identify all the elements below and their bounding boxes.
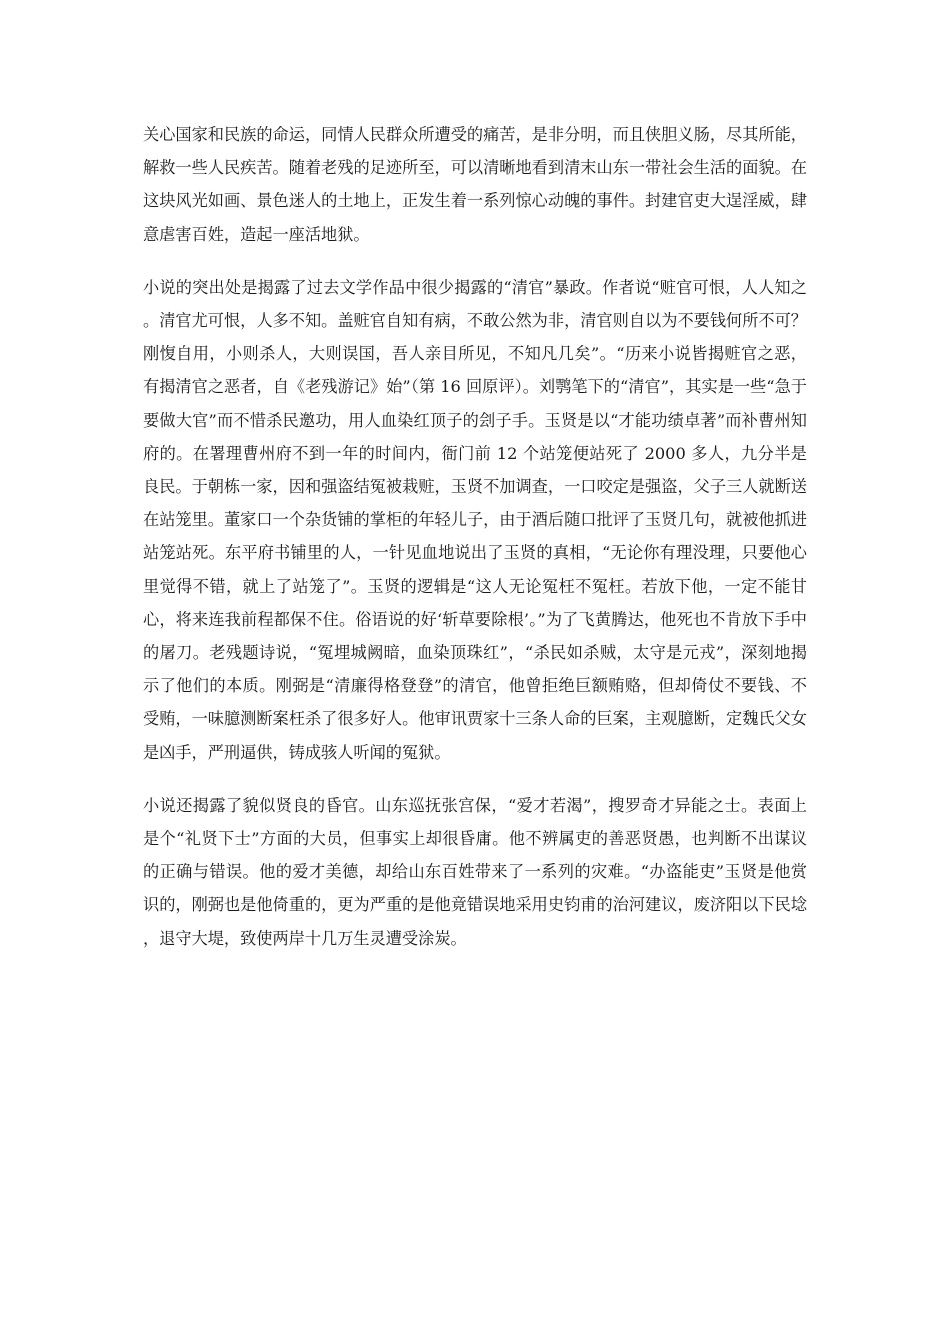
paragraph-3: 小说还揭露了貌似贤良的昏官。山东巡抚张宫保，“爱才若渴”，搜罗奇才异能之士。表面上是个“礼贤下士”方面的大员，但事实上却很昏庸。他不辨属吏的善恶贤愚，也判断不出谋议的正确与错误。他的爱才美德，却给山东百姓带来了一系列的灾难。“办盗能吏”玉贤是他赏识的，刚弼也是他倚重的，更为严重的是他竟错误地采用史钧甫的治河建议，废济阳以下民埝，退守大堤，致使两岸十几万生灵遭受涂炭。	[143, 795, 807, 948]
document-body	[143, 118, 807, 975]
paragraph-1: 关心国家和民族的命运，同情人民群众所遭受的痛苦，是非分明，而且侠胆义肠，尽其所能，解救一些人民疾苦。随着老残的足迹所至，可以清晰地看到清末山东一带社会生活的面貌。在这块风光如画、景色迷人的土地上，正发生着一系列惊心动魄的事件。封建官吏大逞淫威，肆意虐害百姓，造起一座活地狱。	[143, 125, 807, 244]
paragraph-2: 小说的突出处是揭露了过去文学作品中很少揭露的“清官”暴政。作者说“赃官可恨，人人知之。清官尤可恨，人多不知。盖赃官自知有病，不敢公然为非，清官则自以为不要钱何所不可？刚愎自用，小则杀人，大则误国，吾人亲目所见，不知凡几矣”。“历来小说皆揭赃官之恶，有揭清官之恶者，自《老残游记》始”（第 16 回原评）。刘鹗笔下的“清官”，其实是一些“急于要做大官”而不惜杀民邀功，用人血染红顶子的刽子手。玉贤是以“才能功绩卓著”而补曹州知府的。在署理曹州府不到一年的时间内，衙门前 12 个站笼便站死了 2000 多人，九分半是良民。于朝栋一家，因和强盗结冤被栽赃，玉贤不加调查，一口咬定是强盗，父子三人就断送在站笼里。董家口一个杂货铺的掌柜的年轻儿子，由于酒后随口批评了玉贤几句，就被他抓进站笼站死。东平府书铺里的人，一针见血地说出了玉贤的真相，“无论你有理没理，只要他心里觉得不错，就上了站笼了”。玉贤的逻辑是“这人无论冤枉不冤枉。若放下他，一定不能甘心，将来连我前程都保不住。俗语说的好‘斩草要除根’。”为了飞黄腾达，他死也不肯放下手中的屠刀。老残题诗说，“冤埋城阙暗，血染顶珠红”，“杀民如杀贼，太守是元戎”，深刻地揭示了他们的本质。刚弼是“清廉得格登登”的清官，他曾拒绝巨额贿赂，但却倚仗不要钱、不受贿，一味臆测断案枉杀了很多好人。他审讯贾家十三条人命的巨案，主观臆断，定魏氏父女是凶手，严刑逼供，铸成骇人听闻的冤狱。	[143, 277, 807, 762]
